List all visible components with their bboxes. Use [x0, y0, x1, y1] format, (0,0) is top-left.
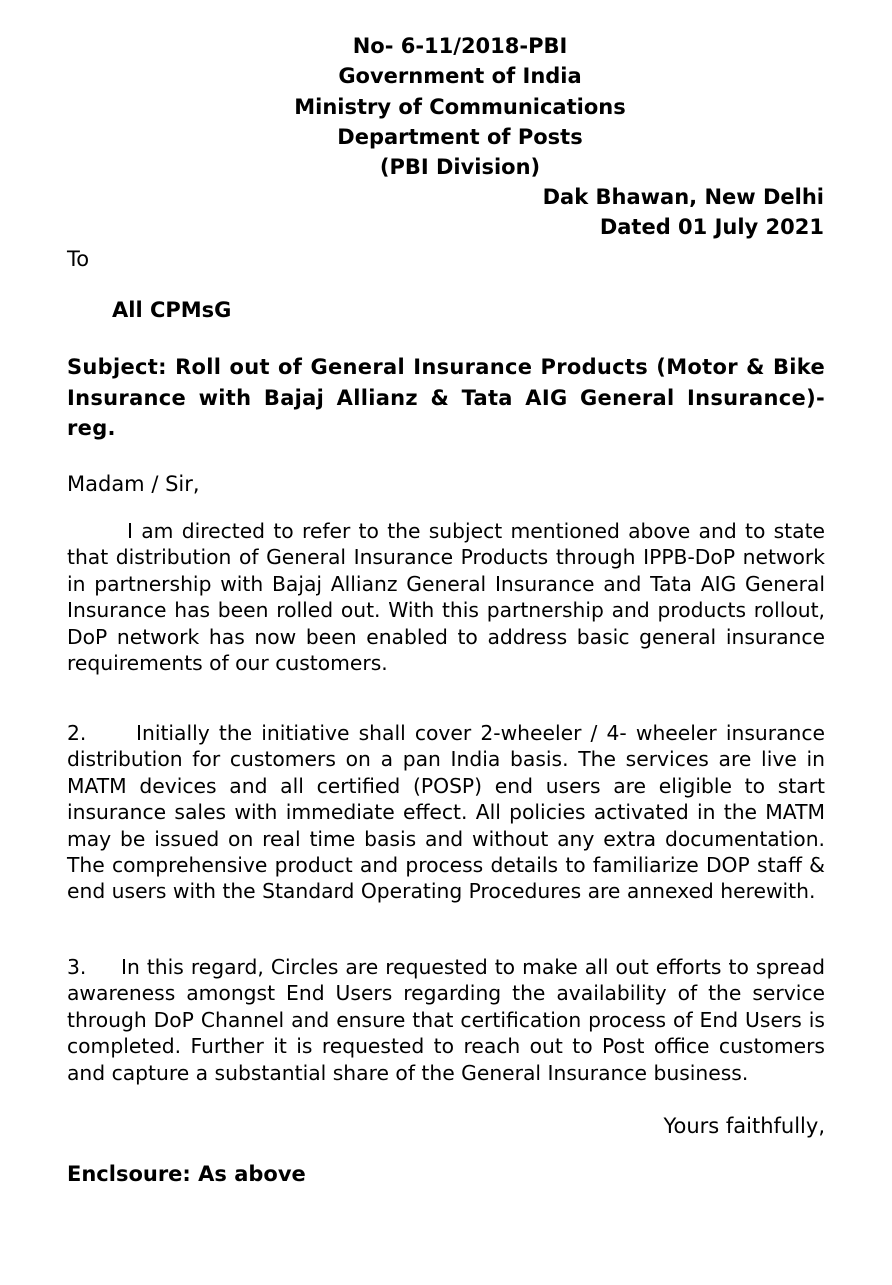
paragraph-2-number: 2. — [67, 721, 87, 745]
paragraph-2 — [67, 720, 825, 905]
paragraph-1 — [67, 518, 825, 676]
paragraph-3 — [67, 954, 825, 1086]
file-number: No- 6-11/2018-PBI — [352, 34, 568, 58]
letter-header — [0, 31, 892, 182]
ministry-name: Ministry of Communications — [294, 94, 626, 119]
salutation: Madam / Sir, — [67, 472, 200, 496]
place-date-block — [543, 182, 824, 242]
paragraph-1-text: I am directed to refer to the subject mentioned above and to state that distribution of General Insurance Products through IPPB-DoP network in partnership with Bajaj Allianz General Insurance and Tata AIG General Insurance has been rolled out. With this partnership and products rollout, DoP network has now been enabled to address basic general insurance requirements of our customers. — [67, 519, 825, 676]
subject-line: Subject: Roll out of General Insurance Products (Motor & Bike Insurance with Bajaj Allianz & Tata AIG General Insurance)-reg. — [67, 355, 825, 440]
department-name: Department of Posts — [337, 124, 583, 149]
paragraph-2-text: Initially the initiative shall cover 2-wheeler / 4- wheeler insurance distribution for customers on a pan India basis. The services are live in MATM devices and all certified (POSP) end users are eligible to start insurance sales with immediate effect. All policies activated in the MATM may be issued on real time basis and without any extra documentation. The comprehensive product and process details to familiarize DOP staff & end users with the Standard Operating Procedures are annexed herewith. — [67, 721, 825, 904]
closing-line: Yours faithfully, — [663, 1114, 825, 1138]
paragraph-3-number: 3. — [67, 955, 87, 979]
enclosure-line: Enclsoure: As above — [67, 1162, 306, 1186]
government-name: Government of India — [338, 64, 582, 89]
to-label: To — [67, 247, 90, 271]
letter-date: Dated 01 July 2021 — [599, 215, 824, 239]
letter-place: Dak Bhawan, New Delhi — [542, 185, 824, 209]
division-name: (PBI Division) — [379, 155, 541, 180]
paragraph-3-text: In this regard, Circles are requested to make all out efforts to spread awareness amongst End Users regarding the availability of the service through DoP Channel and ensure that certification process of End Users is completed. Further it is requested to reach out to Post office customers and capture a substantial share of the General Insurance business. — [67, 955, 825, 1085]
addressee: All CPMsG — [112, 298, 232, 322]
